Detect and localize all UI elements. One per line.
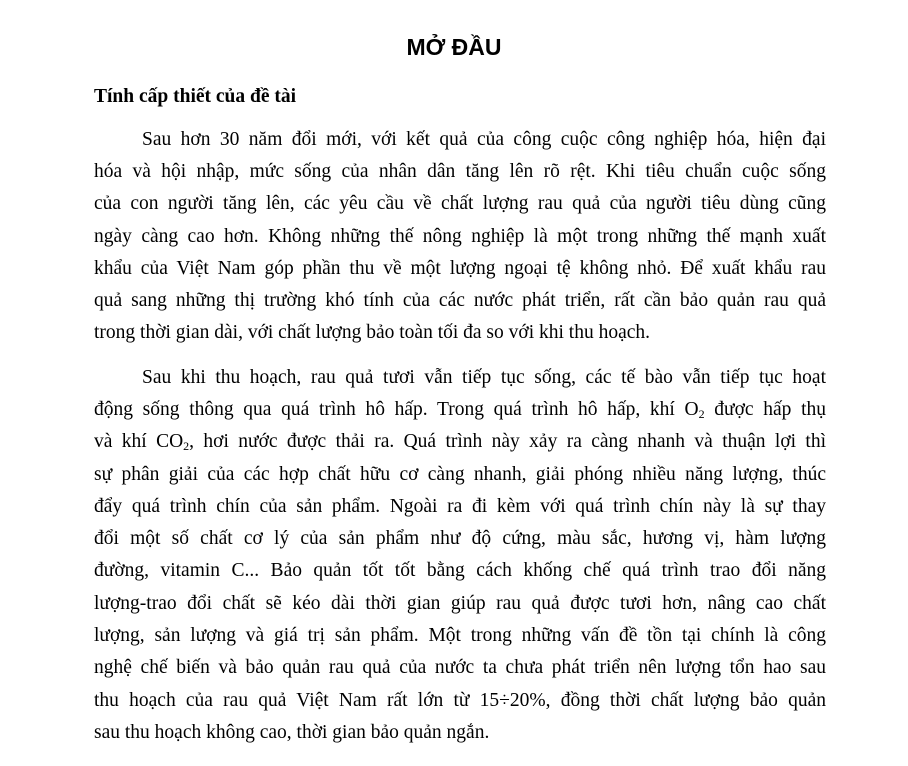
text-run: động sống thông qua quá trình hô hấp. Trong quá trình hô hấp, khí (94, 399, 685, 420)
text-line: quả sang những thị trường khó tính của các nước phát triển, rất cần bảo quản rau quả (94, 290, 826, 311)
chemical-formula-o2 (685, 399, 705, 420)
text-line (94, 426, 826, 458)
text-line (94, 394, 826, 426)
formula-symbol: O (684, 399, 699, 420)
text-line: đường, vitamin C... Bảo quản tốt tốt bằng cách khống chế quá trình trao đổi năng (94, 560, 826, 581)
text-line: Sau khi thu hoạch, rau quả tươi vẫn tiếp tục sống, các tế bào vẫn tiếp tục hoạt (142, 367, 826, 388)
text-line: đẩy quá trình chín của sản phẩm. Ngoài ra đi kèm với quá trình chín này là sự thay (94, 496, 826, 517)
text-line: ngày càng cao hơn. Không những thế nông nghiệp là một trong những thế mạnh xuất (94, 226, 826, 247)
text-run: và khí (94, 431, 157, 452)
text-line: sự phân giải của các hợp chất hữu cơ càng nhanh, giải phóng nhiều năng lượng, thúc (94, 464, 826, 485)
text-line: lượng-trao đổi chất sẽ kéo dài thời gian giúp rau quả được tươi hơn, nâng cao chất (94, 593, 826, 614)
text-line: sau thu hoạch không cao, thời gian bảo quản ngắn. (94, 722, 490, 743)
text-line: đổi một số chất cơ lý của sản phẩm như độ cứng, màu sắc, hương vị, hàm lượng (94, 528, 826, 549)
formula-subscript: 2 (183, 439, 190, 453)
text-run: , hơi nước được thải ra. Quá trình này xảy ra càng nhanh và thuận lợi thì (189, 431, 827, 452)
text-line: nghệ chế biến và bảo quản rau quả của nước ta chưa phát triển nên lượng tổn hao sau (94, 657, 826, 678)
formula-subscript: 2 (698, 407, 705, 421)
formula-symbol: CO (156, 431, 184, 452)
text-line: lượng, sản lượng và giá trị sản phẩm. Một trong những vấn đề tồn tại chính là công (94, 625, 826, 646)
text-line: thu hoạch của rau quả Việt Nam rất lớn từ 15÷20%, đồng thời chất lượng bảo quản (94, 690, 826, 711)
text-line: khẩu của Việt Nam góp phần thu về một lượng ngoại tệ không nhỏ. Để xuất khẩu rau (94, 258, 826, 279)
text-run: được hấp thụ (704, 399, 826, 420)
text-line: Sau hơn 30 năm đổi mới, với kết quả của công cuộc công nghiệp hóa, hiện đại (142, 129, 826, 150)
text-line: của con người tăng lên, các yêu cầu về chất lượng rau quả của người tiêu dùng cũng (94, 193, 826, 214)
page-title: MỞ ĐẦU (406, 34, 502, 60)
chemical-formula-co2 (156, 431, 189, 452)
section-heading: Tính cấp thiết của đề tài (94, 86, 297, 107)
text-line: trong thời gian dài, với chất lượng bảo toàn tối đa so với khi thu hoạch. (94, 322, 651, 343)
text-line: hóa và hội nhập, mức sống của nhân dân tăng lên rõ rệt. Khi tiêu chuẩn cuộc sống (94, 161, 826, 182)
